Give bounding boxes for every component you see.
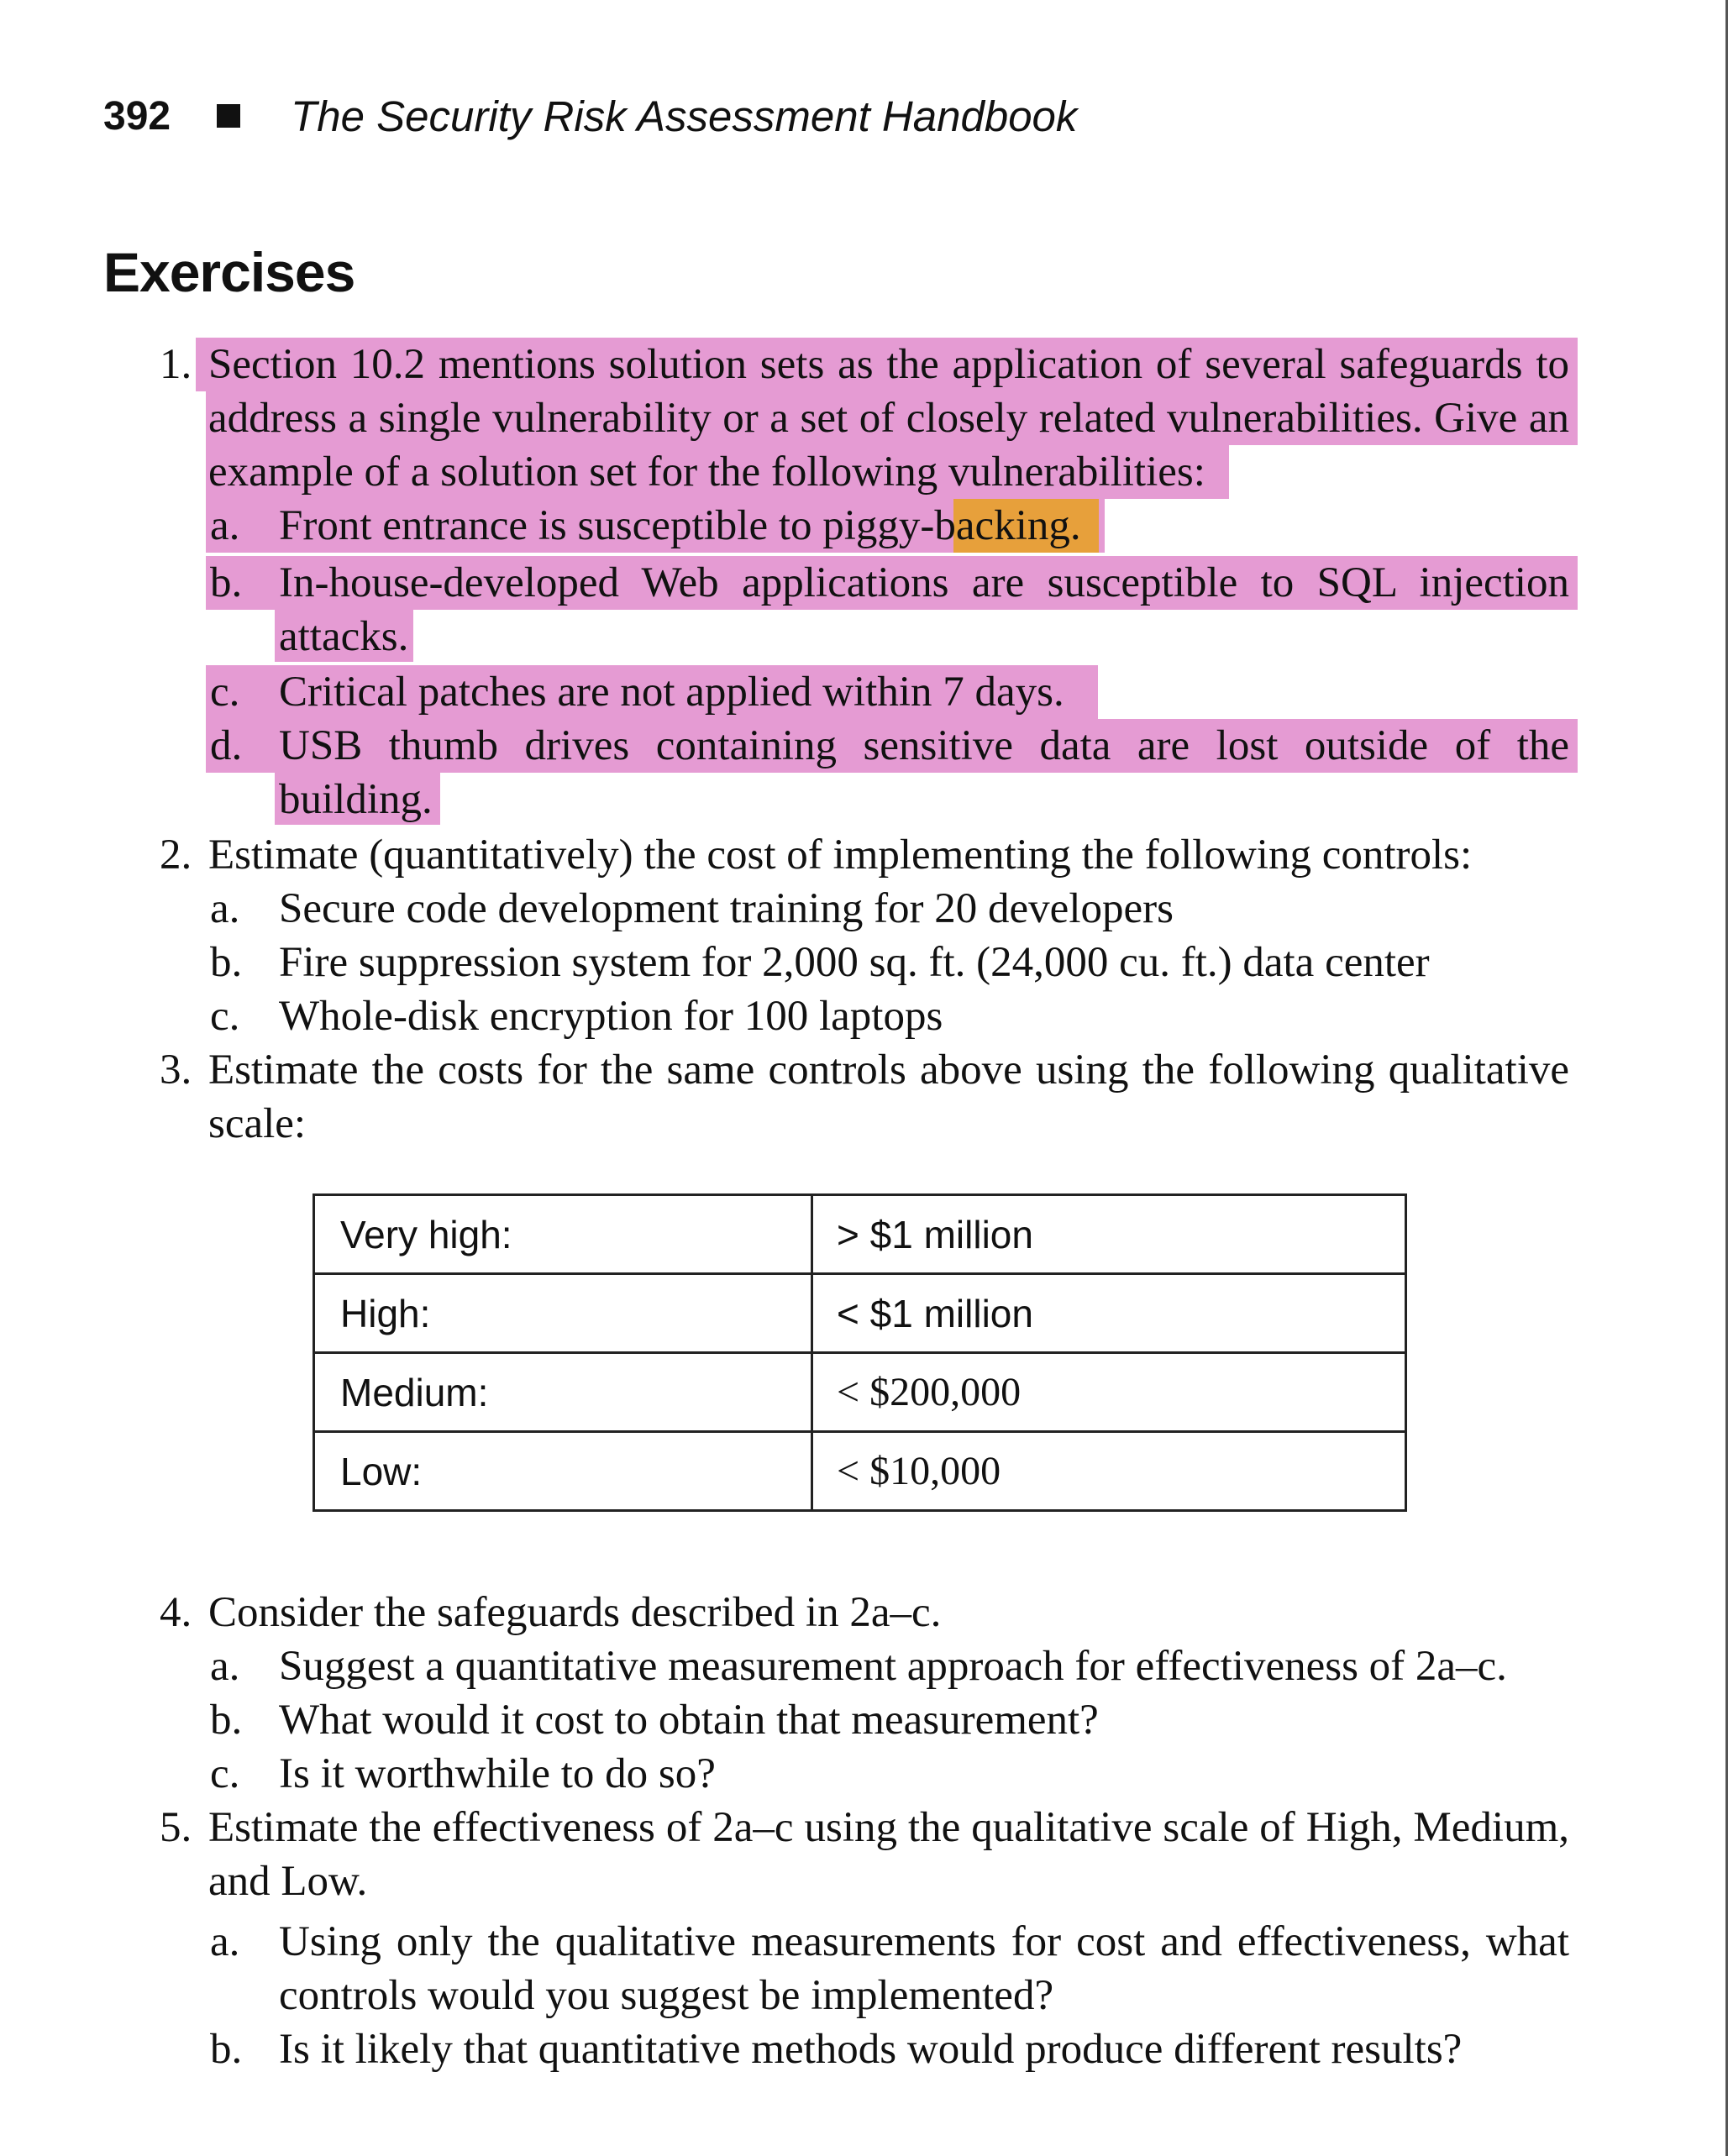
table-row xyxy=(314,1432,1406,1511)
item-text-line: In-house-developed Web applications are susceptible to SQL injection xyxy=(279,559,1569,606)
item-text-line: Whole-disk encryption for 100 laptops xyxy=(279,993,943,1040)
table-cell-label: Medium: xyxy=(314,1353,812,1432)
exercise-number: 5. xyxy=(160,1804,192,1851)
item-letter: b. xyxy=(210,1697,243,1744)
item-text-line: Is it likely that quantitative methods would produce different results? xyxy=(279,2026,1463,2073)
item-text-line: Secure code development training for 20 developers xyxy=(279,885,1174,932)
item-letter: a. xyxy=(210,1643,240,1690)
item-text-line: Fire suppression system for 2,000 sq. ft. (24,000 cu. ft.) data center xyxy=(279,939,1430,986)
item-text-line: Suggest a quantitative measurement approach for effectiveness of 2a–c. xyxy=(279,1643,1507,1690)
table-cell-value: < $1 million xyxy=(812,1274,1406,1353)
table-cell-label: Low: xyxy=(314,1432,812,1511)
item-letter: b. xyxy=(210,559,243,606)
item-text-line: attacks. xyxy=(279,613,409,660)
exercise-text-line: example of a solution set for the following vulnerabilities: xyxy=(208,449,1205,496)
exercise-text-line: address a single vulnerability or a set of closely related vulnerabilities. Give an xyxy=(208,395,1569,442)
table-cell-label: High: xyxy=(314,1274,812,1353)
item-letter: b. xyxy=(210,939,243,986)
page-number: 392 xyxy=(103,93,171,139)
book-title: The Security Risk Assessment Handbook xyxy=(291,92,1078,140)
item-text-line: Critical patches are not applied within 7 days. xyxy=(279,669,1064,716)
table-cell-value: < $10,000 xyxy=(812,1432,1406,1511)
item-text-line: USB thumb drives containing sensitive data are lost outside of the xyxy=(279,722,1569,769)
section-heading: Exercises xyxy=(103,241,355,303)
item-letter: c. xyxy=(210,669,240,716)
exercise-text-line: Estimate (quantitatively) the cost of implementing the following controls: xyxy=(208,831,1473,879)
item-text-line: controls would you suggest be implemented? xyxy=(279,1972,1054,2019)
exercise-number: 2. xyxy=(160,831,192,879)
item-letter: a. xyxy=(210,502,240,549)
item-letter: c. xyxy=(210,993,240,1040)
item-letter: b. xyxy=(210,2026,243,2073)
exercise-number: 4. xyxy=(160,1589,192,1636)
item-letter: a. xyxy=(210,1918,240,1965)
exercise-text-line: Section 10.2 mentions solution sets as the application of several safeguards to xyxy=(208,341,1569,388)
qualitative-scale-table xyxy=(313,1193,1407,1512)
table-row xyxy=(314,1353,1406,1432)
item-text-line: What would it cost to obtain that measurement? xyxy=(279,1697,1099,1744)
running-header xyxy=(103,82,1077,150)
exercise-text-line: Estimate the costs for the same controls above using the following qualitative xyxy=(208,1047,1569,1094)
table-cell-label: Very high: xyxy=(314,1195,812,1274)
exercise-text-line: and Low. xyxy=(208,1858,368,1905)
item-text-line: Using only the qualitative measurements for cost and effectiveness, what xyxy=(279,1918,1569,1965)
exercise-number: 1. xyxy=(160,341,192,388)
table-cell-value: > $1 million xyxy=(812,1195,1406,1274)
table-row xyxy=(314,1274,1406,1353)
item-letter: d. xyxy=(210,722,243,769)
table-row xyxy=(314,1195,1406,1274)
item-text-line: building. xyxy=(279,776,433,823)
exercise-text-line: scale: xyxy=(208,1100,307,1147)
exercise-text-line: Consider the safeguards described in 2a–c. xyxy=(208,1589,942,1636)
item-text-line: Is it worthwhile to do so? xyxy=(279,1750,716,1797)
table-cell-value: < $200,000 xyxy=(812,1353,1406,1432)
item-text-line: Front entrance is susceptible to piggy-backing. xyxy=(279,502,1081,549)
square-bullet-icon xyxy=(217,104,240,128)
exercise-text-line: Estimate the effectiveness of 2a–c using the qualitative scale of High, Medium, xyxy=(208,1804,1569,1851)
exercise-number: 3. xyxy=(160,1047,192,1094)
item-letter: c. xyxy=(210,1750,240,1797)
item-letter: a. xyxy=(210,885,240,932)
